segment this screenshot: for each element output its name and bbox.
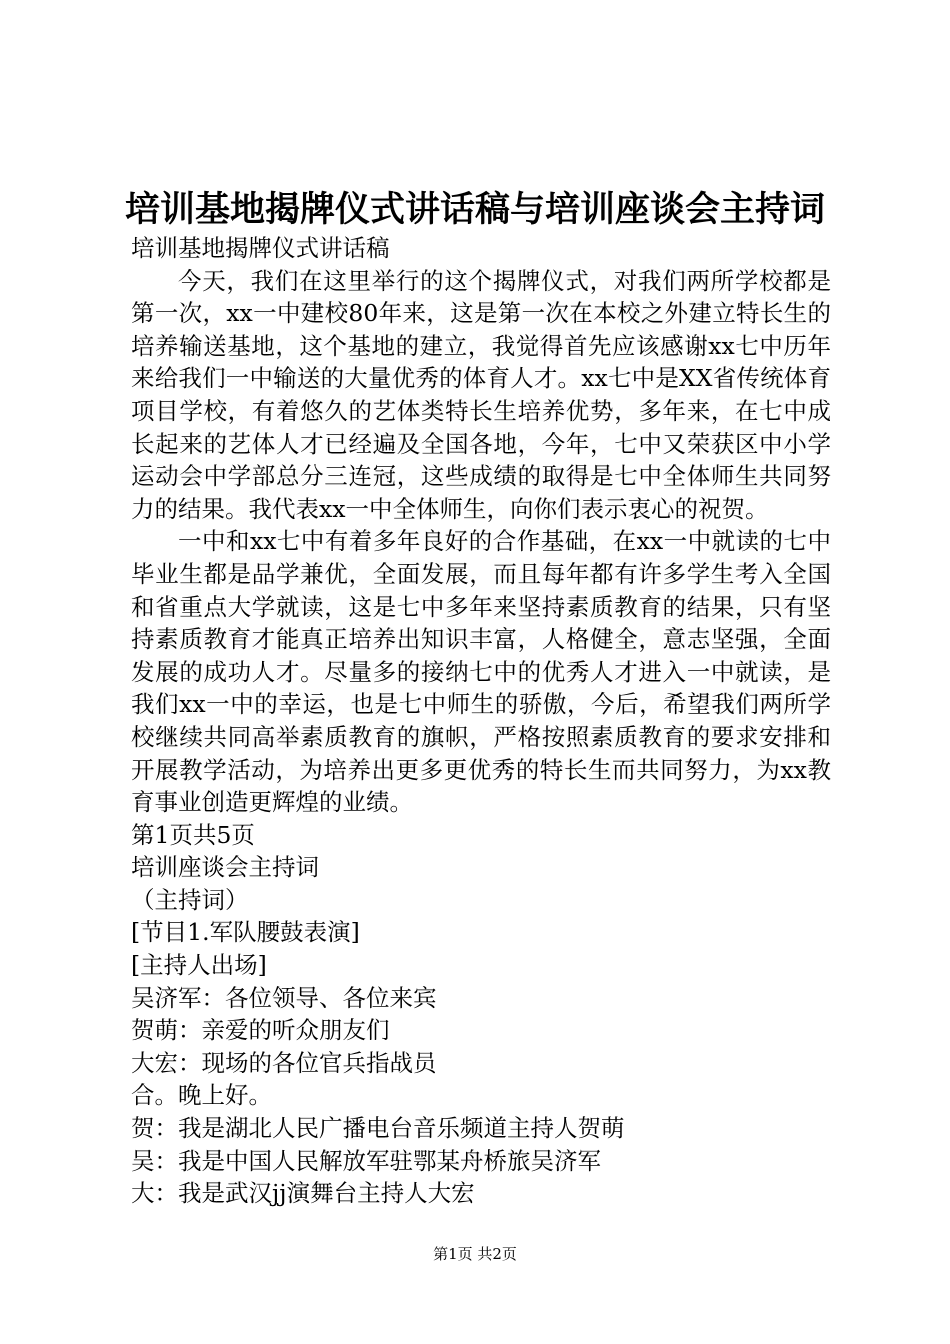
- script-line: [节目1.军队腰鼓表演]: [131, 918, 360, 947]
- script-line: 贺：我是湖北人民广播电台音乐频道主持人贺萌: [131, 1114, 625, 1143]
- script-line: 吴：我是中国人民解放军驻鄂某舟桥旅吴济军: [131, 1146, 601, 1175]
- script-line: 吴济军：各位领导、各位来宾: [131, 983, 437, 1012]
- speech-paragraph-1: 今天，我们在这里举行的这个揭牌仪式，对我们两所学校都是第一次，xx一中建校80年来，这是第一次在本校之外建立特长生的培养输送基地，这个基地的建立，我觉得首先应该感谢xx七中历年来给我们一中输送的大量优秀的体育人才。xx七中是XX省传统体育项目学校，有着悠久的艺体类特长生培养优势，多年来，在七中成长起来的艺体人才已经遍及全国各地，今年，七中又荣获区中小学运动会中学部总分三连冠，这些成绩的取得是七中全体师生共同努力的结果。我代表xx一中全体师生，向你们表示衷心的祝贺。: [131, 266, 831, 523]
- script-line: 大宏：现场的各位官兵指战员: [131, 1048, 437, 1077]
- script-line: 贺萌：亲爱的听众朋友们: [131, 1016, 390, 1045]
- section-heading-host-script: 培训座谈会主持词: [131, 853, 319, 882]
- script-line: （主持词）: [131, 885, 249, 914]
- script-line: 大：我是武汉jj演舞台主持人大宏: [131, 1179, 475, 1208]
- speech-paragraph-2: 一中和xx七中有着多年良好的合作基础，在xx一中就读的七中毕业生都是品学兼优，全面发展，而且每年都有许多学生考入全国和省重点大学就读，这是七中多年来坚持素质教育的结果，只有坚持素质教育才能真正培养出知识丰富，人格健全，意志坚强，全面发展的成功人才。尽量多的接纳七中的优秀人才进入一中就读，是我们xx一中的幸运，也是七中师生的骄傲，今后，希望我们两所学校继续共同高举素质教育的旗帜，严格按照素质教育的要求安排和开展教学活动，为培养出更多更优秀的特长生而共同努力，为xx教育事业创造更辉煌的业绩。: [131, 527, 831, 817]
- script-line: 合。晚上好。: [131, 1081, 272, 1110]
- document-title: 培训基地揭牌仪式讲话稿与培训座谈会主持词: [124, 189, 825, 230]
- script-line: [主持人出场]: [131, 951, 267, 980]
- page-marker: 第1页共5页: [131, 820, 255, 849]
- section-heading-speech: 培训基地揭牌仪式讲话稿: [131, 234, 390, 262]
- document-body: [131, 232, 831, 1210]
- page-footer: 第1页 共2页: [433, 1245, 517, 1263]
